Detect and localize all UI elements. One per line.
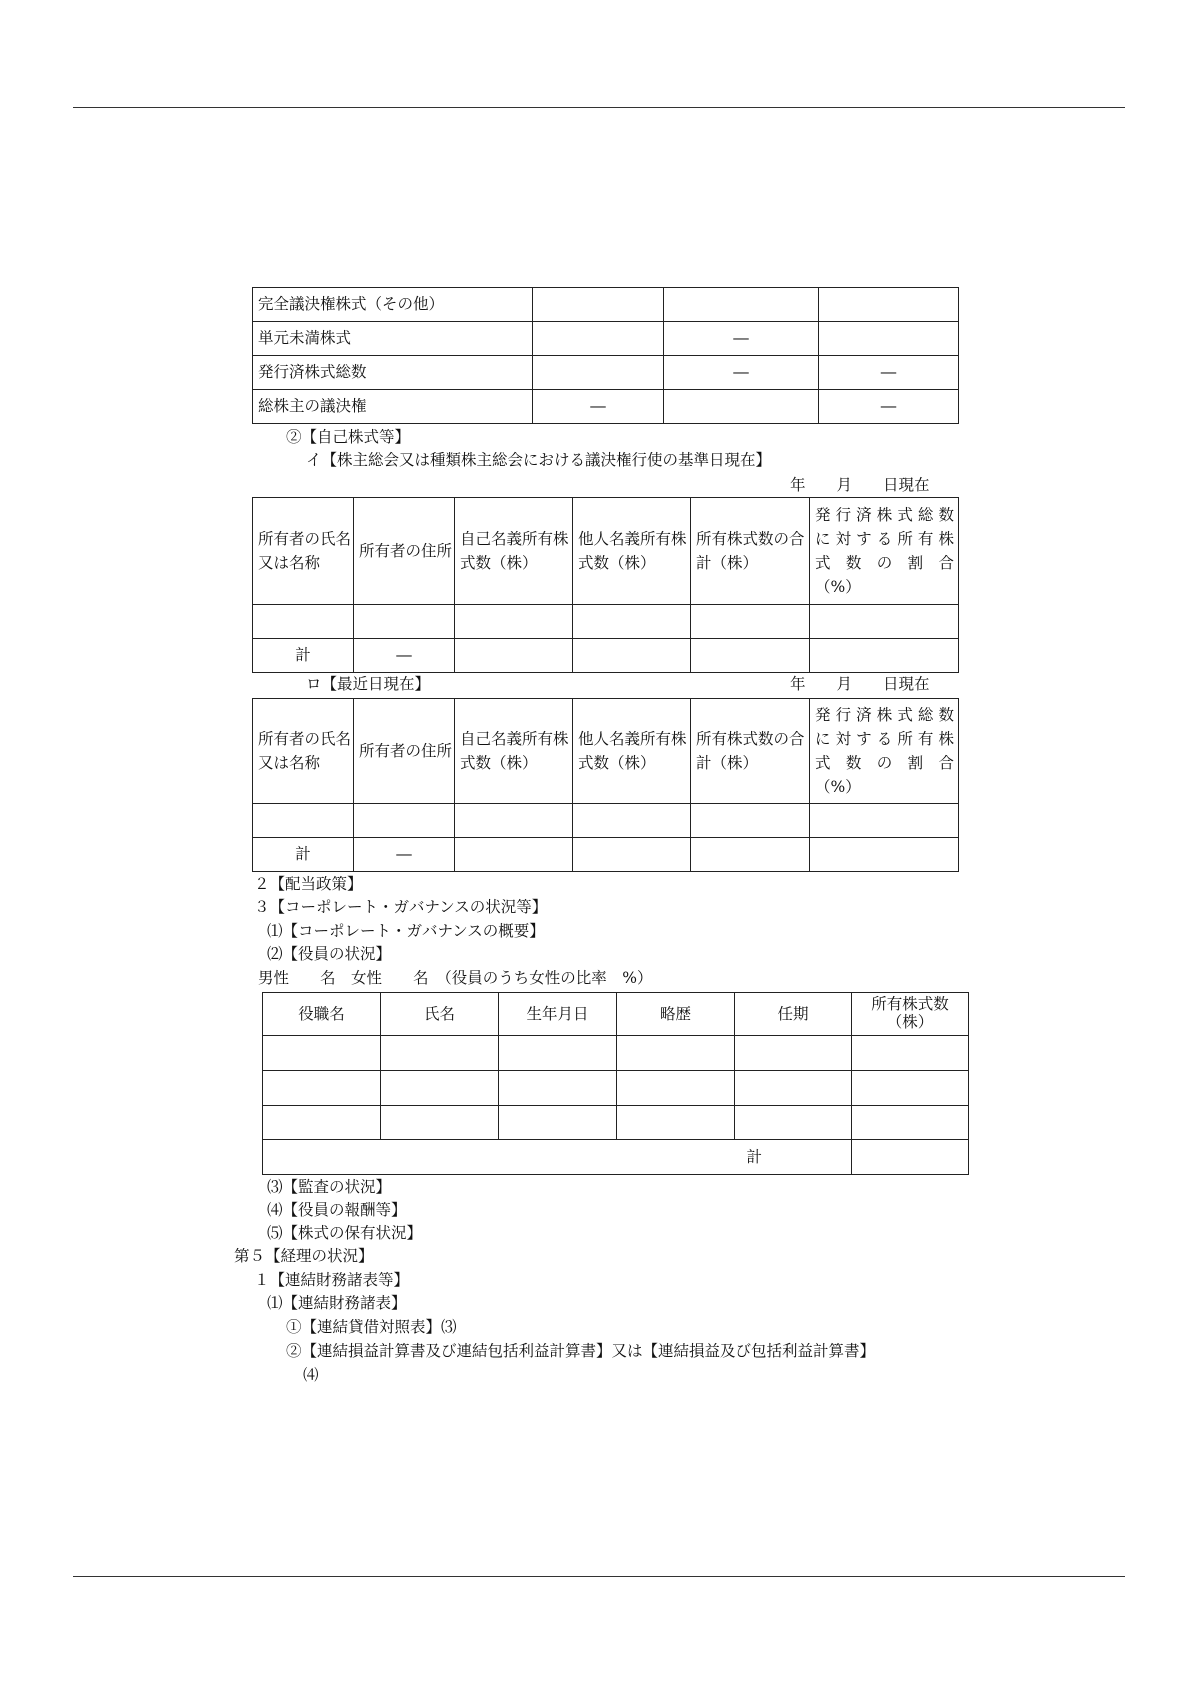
section-heading: ②【連結損益計算書及び連結包括利益計算書】又は【連結損益及び包括利益計算書】 (286, 1342, 876, 1360)
column-header: 所有株式数（株） (852, 993, 969, 1036)
table-header-row (253, 699, 959, 804)
section-heading: ⑵【役員の状況】 (267, 945, 392, 963)
column-header-ratio (810, 699, 959, 804)
subsection-heading: ロ【最近日現在】 (306, 675, 431, 693)
header-line: 式数の割合 (815, 754, 954, 772)
gender-ratio-line: 男性 名 女性 名 （役員のうち女性の比率 %） (258, 969, 653, 987)
footnote-marker: ⑷ (303, 1366, 319, 1384)
header-line: 発行済株式総数 (815, 706, 954, 724)
section-heading: ①【連結貸借対照表】⑶ (286, 1318, 457, 1336)
header-line: （%） (815, 778, 861, 796)
section-heading: ３【コーポレート・ガバナンスの状況等】 (254, 898, 548, 916)
table-cell (533, 356, 664, 390)
column-header: 所有者の住所 (354, 498, 455, 605)
section-heading: ⑷【役員の報酬等】 (267, 1201, 407, 1219)
total-address: ― (354, 838, 455, 872)
table-cell (533, 322, 664, 356)
table-cell: ― (533, 390, 664, 424)
table-row (253, 804, 959, 838)
table-row (253, 390, 959, 424)
officer-table (262, 992, 969, 1175)
section-heading: ⑴【コーポレート・ガバナンスの概要】 (267, 922, 545, 940)
header-line: に対する所有株 (815, 730, 954, 748)
column-header: 略歴 (617, 993, 735, 1036)
total-label: 計 (253, 639, 354, 673)
table-header-row (253, 498, 959, 605)
table-cell (533, 288, 664, 322)
table-row (263, 1106, 969, 1140)
column-header: 所有者の氏名又は名称 (253, 498, 354, 605)
column-header: 自己名義所有株式数（株） (455, 699, 573, 804)
section-heading: ２【配当政策】 (254, 875, 363, 893)
column-header-ratio (810, 498, 959, 605)
table-row (253, 288, 959, 322)
table-cell: ― (664, 356, 819, 390)
table-cell: ― (819, 356, 959, 390)
header-line: に対する所有株 (815, 530, 954, 548)
table-row (263, 1036, 969, 1071)
treasury-stock-table-latest (252, 698, 959, 872)
table-cell: ― (664, 322, 819, 356)
chapter-heading: 第５【経理の状況】 (234, 1247, 374, 1265)
header-line: 式数の割合 (815, 554, 954, 572)
column-header: 生年月日 (499, 993, 617, 1036)
subsection-heading: イ【株主総会又は種類株主総会における議決権行使の基準日現在】 (306, 451, 772, 469)
treasury-stock-table-record-date (252, 497, 959, 673)
table-cell (819, 288, 959, 322)
column-header: 所有者の氏名又は名称 (253, 699, 354, 804)
table-total-row (253, 838, 959, 872)
header-line: 発行済株式総数 (815, 506, 954, 524)
row-label: 総株主の議決権 (253, 390, 533, 424)
section-heading: ②【自己株式等】 (286, 428, 411, 446)
section-heading: １【連結財務諸表等】 (254, 1271, 410, 1289)
header-line: （%） (815, 578, 861, 596)
table-header-row (263, 993, 969, 1036)
column-header: 所有株式数の合計（株） (691, 498, 810, 605)
row-label: 完全議決権株式（その他） (253, 288, 533, 322)
table-row (253, 322, 959, 356)
as-of-date: 年 月 日現在 (790, 476, 930, 494)
column-header: 自己名義所有株式数（株） (455, 498, 573, 605)
table-row (253, 356, 959, 390)
table-cell (819, 322, 959, 356)
section-heading: ⑸【株式の保有状況】 (267, 1224, 423, 1242)
column-header: 役職名 (263, 993, 381, 1036)
column-header: 氏名 (381, 993, 499, 1036)
section-heading: ⑶【監査の状況】 (267, 1178, 392, 1196)
total-address: ― (354, 639, 455, 673)
table-total-row (253, 639, 959, 673)
total-label: 計 (253, 838, 354, 872)
bottom-rule (73, 1576, 1125, 1577)
column-header: 任期 (735, 993, 852, 1036)
total-label: 計 (263, 1140, 852, 1175)
table-row (253, 605, 959, 639)
column-header: 所有株式数の合計（株） (691, 699, 810, 804)
column-header: 他人名義所有株式数（株） (573, 498, 691, 605)
column-header: 所有者の住所 (354, 699, 455, 804)
top-rule (73, 107, 1125, 108)
as-of-date: 年 月 日現在 (790, 675, 930, 693)
row-label: 発行済株式総数 (253, 356, 533, 390)
table-total-row (263, 1140, 969, 1175)
row-label: 単元未満株式 (253, 322, 533, 356)
table-cell (664, 288, 819, 322)
section-heading: ⑴【連結財務諸表】 (267, 1294, 407, 1312)
table-row (263, 1071, 969, 1106)
column-header: 他人名義所有株式数（株） (573, 699, 691, 804)
table-cell (664, 390, 819, 424)
share-composition-table (252, 287, 959, 424)
table-cell: ― (819, 390, 959, 424)
